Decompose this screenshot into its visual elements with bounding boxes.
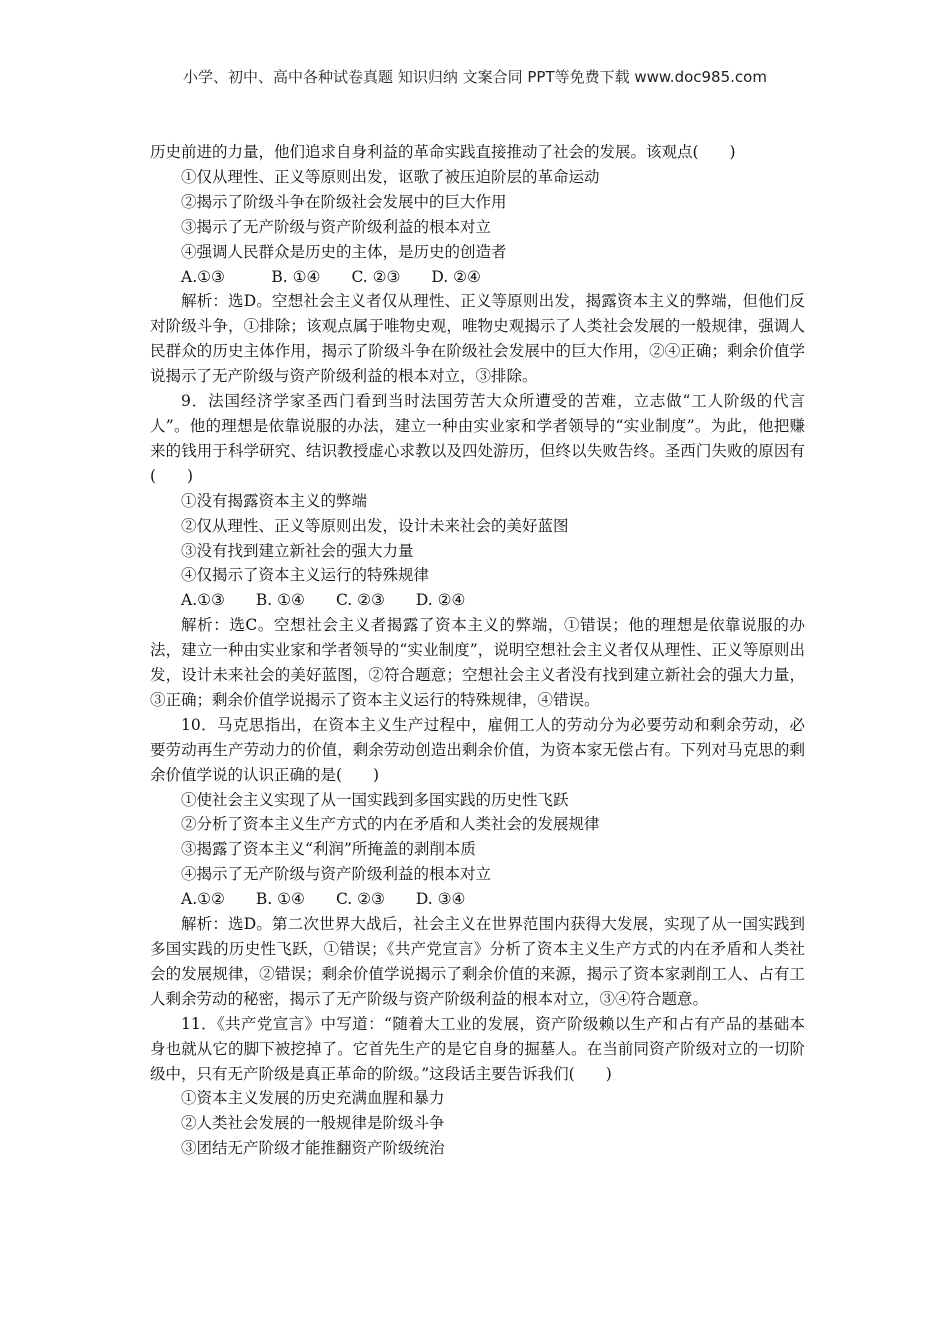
q9-option-1: ①没有揭露资本主义的弊端 bbox=[181, 491, 368, 510]
q9-stem: 9．法国经济学家圣西门看到当时法国劳苦大众所遭受的苦难，立志做“工人阶级的代言人”。他的理想是依靠说服的办法，建立一种由实业家和学者领导的“实业制度”。为此，他把赚来的钱用于科学研究、结识教授虚心求教以及四处游历，但终以失败告终。圣西门失败的原因有( ) bbox=[150, 392, 805, 485]
q9-analysis: 解析：选C。空想社会主义者揭露了资本主义的弊端，①错误；他的理想是依靠说服的办法，建立一种由实业家和学者领导的“实业制度”，说明空想社会主义者仅从理性、正义等原则出发，设计未来社会的美好蓝图，②符合题意；空想社会主义者没有找到建立新社会的强大力量，③正确；剩余价值学说揭示了资本主义运行的特殊规律，④错误。 bbox=[150, 616, 805, 709]
q10-analysis: 解析：选D。第二次世界大战后，社会主义在世界范围内获得大发展，实现了从一国实践到多国实践的历史性飞跃，①错误；《共产党宣言》分析了资本主义生产方式的内在矛盾和人类社会的发展规律，②错误；剩余价值学说揭示了剩余价值的来源，揭示了资本家剥削工人、占有工人剩余劳动的秘密，揭示了无产阶级与资产阶级利益的根本对立，③④符合题意。 bbox=[150, 915, 805, 1008]
q10-option-4: ④揭示了无产阶级与资产阶级利益的根本对立 bbox=[181, 865, 492, 884]
q10-option-2: ②分析了资本主义生产方式的内在矛盾和人类社会的发展规律 bbox=[181, 815, 600, 834]
q10-stem: 10．马克思指出，在资本主义生产过程中，雇佣工人的劳动分为必要劳动和剩余劳动，必要劳动再生产劳动力的价值，剩余劳动创造出剩余价值，为资本家无偿占有。下列对马克思的剩余价值学说的认识正确的是( ) bbox=[150, 715, 805, 784]
q11-option-2: ②人类社会发展的一般规律是阶级斗争 bbox=[181, 1114, 445, 1133]
q11-option-1: ①资本主义发展的历史充满血腥和暴力 bbox=[181, 1089, 445, 1108]
q8-analysis: 解析：选D。空想社会主义者仅从理性、正义等原则出发，揭露资本主义的弊端，但他们反对阶级斗争，①排除；该观点属于唯物史观，唯物史观揭示了人类社会发展的一般规律，强调人民群众的历史主体作用，揭示了阶级斗争在阶级社会发展中的巨大作用，②④正确；剩余价值学说揭示了无产阶级与资产阶级利益的根本对立，③排除。 bbox=[150, 292, 805, 386]
q9-option-3: ③没有找到建立新社会的强大力量 bbox=[181, 541, 414, 560]
q9-option-2: ②仅从理性、正义等原则出发，设计未来社会的美好蓝图 bbox=[181, 516, 569, 535]
q10-option-1: ①使社会主义实现了从一国实践到多国实践的历史性飞跃 bbox=[181, 790, 569, 809]
q10-choices: A.①② B. ①④ C. ②③ D. ③④ bbox=[181, 890, 466, 909]
q8-option-4: ④强调人民群众是历史的主体，是历史的创造者 bbox=[181, 242, 507, 261]
q9-option-4: ④仅揭示了资本主义运行的特殊规律 bbox=[181, 566, 430, 585]
q11-stem: 11．《共产党宣言》中写道：“随着大工业的发展，资产阶级赖以生产和占有产品的基础本身也就从它的脚下被挖掉了。它首先生产的是它自身的掘墓人。在当前同资产阶级对立的一切阶级中，只有无产阶级是真正革命的阶级。”这段话主要告诉我们( ) bbox=[150, 1014, 805, 1083]
q11-option-3: ③团结无产阶级才能推翻资产阶级统治 bbox=[181, 1139, 445, 1158]
q8-option-2: ②揭示了阶级斗争在阶级社会发展中的巨大作用 bbox=[181, 192, 507, 211]
document-body bbox=[150, 140, 805, 1161]
q8-option-1: ①仅从理性、正义等原则出发，讴歌了被压迫阶层的革命运动 bbox=[181, 167, 600, 186]
q8-choices: A.①③ B. ①④ C. ②③ D. ②④ bbox=[181, 267, 481, 286]
q8-option-3: ③揭示了无产阶级与资产阶级利益的根本对立 bbox=[181, 217, 492, 236]
q8-stem-tail: 历史前进的力量，他们追求自身利益的革命实践直接推动了社会的发展。该观点( ) bbox=[150, 143, 736, 161]
q9-choices: A.①③ B. ①④ C. ②③ D. ②④ bbox=[181, 591, 466, 610]
q10-option-3: ③揭露了资本主义“利润”所掩盖的剥削本质 bbox=[181, 840, 476, 859]
page-header: 小学、初中、高中各种试卷真题 知识归纳 文案合同 PPT等免费下载 www.doc985.com bbox=[183, 68, 767, 86]
